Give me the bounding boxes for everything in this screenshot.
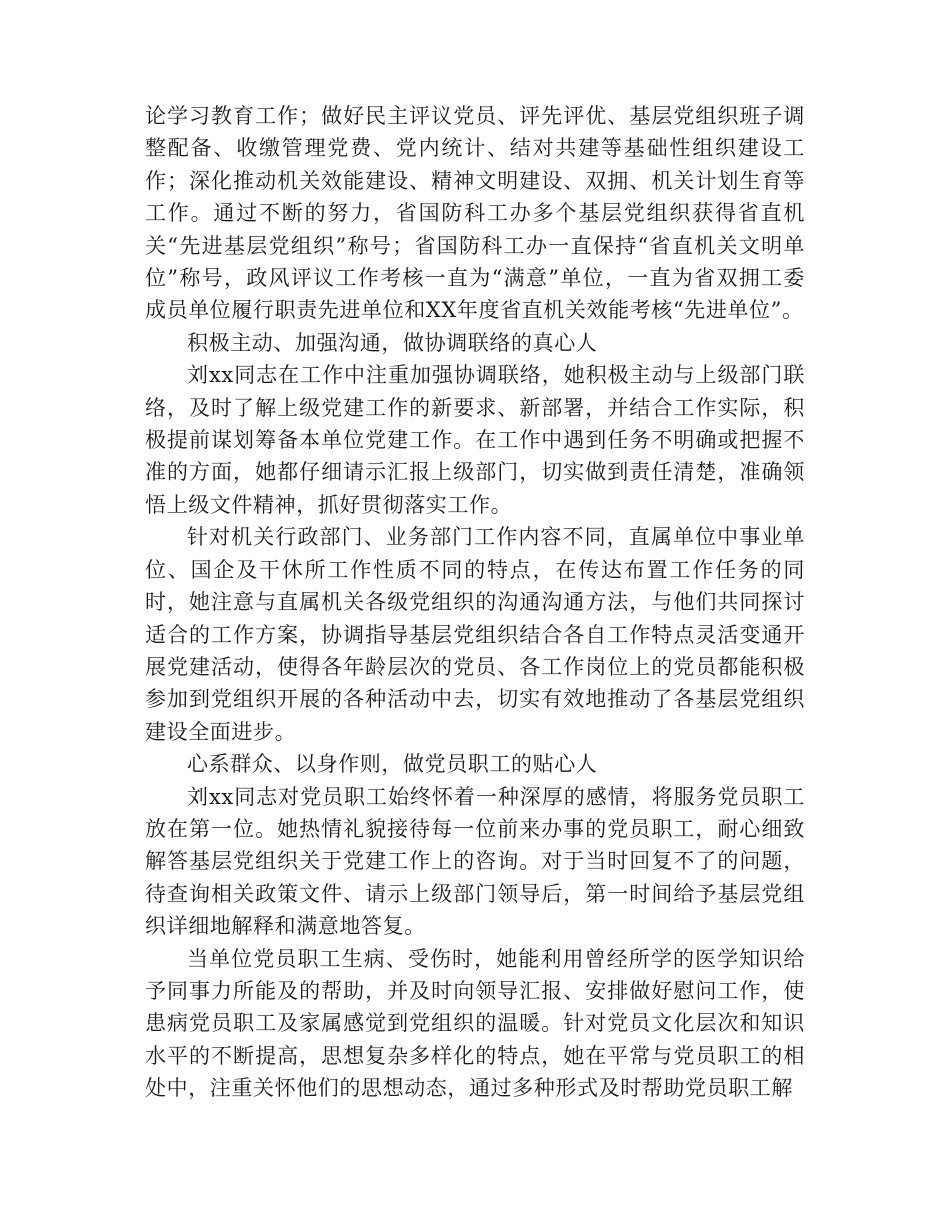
paragraph-care-2: 当单位党员职工生病、受伤时，她能利用曾经所学的医学知识给予同事力所能及的帮助，并及时向领导汇报、安排做好慰问工作，使患病党员职工及家属感觉到党组织的温暖。针对党员文化层次和知识水平的不断提高，思想复杂多样化的特点，她在平常与党员职工的相处中，注重关怀他们的思想动态，通过多种形式及时帮助党员职工解 bbox=[145, 946, 805, 1101]
section-heading-coordination: 积极主动、加强沟通，做协调联络的真心人 bbox=[187, 330, 598, 355]
document-page bbox=[145, 100, 805, 1105]
paragraph-coordination-2: 针对机关行政部门、业务部门工作内容不同，直属单位中事业单位、国企及干休所工作性质不同的特点，在传达布置工作任务的同时，她注意与直属机关各级党组织的沟通沟通方法，与他们共同探讨适合的工作方案，协调指导基层党组织结合各自工作特点灵活变通开展党建活动，使得各年龄层次的党员、各工作岗位上的党员都能积极参加到党组织开展的各种活动中去，切实有效地推动了各基层党组织建设全面进步。 bbox=[145, 525, 805, 744]
paragraph-coordination-1: 刘xx同志在工作中注重加强协调联络，她积极主动与上级部门联络，及时了解上级党建工作的新要求、新部署，并结合工作实际，积极提前谋划筹备本单位党建工作。在工作中遇到任务不明确或把握不准的方面，她都仔细请示汇报上级部门，切实做到责任清楚，准确领悟上级文件精神，抓好贯彻落实工作。 bbox=[145, 363, 805, 517]
paragraph-intro: 论学习教育工作；做好民主评议党员、评先评优、基层党组织班子调整配备、收缴管理党费、党内统计、结对共建等基础性组织建设工作；深化推动机关效能建设、精神文明建设、双拥、机关计划生育等工作。通过不断的努力，省国防科工办多个基层党组织获得省直机关“先进基层党组织”称号；省国防科工办一直保持“省直机关文明单位”称号，政风评议工作考核一直为“满意”单位，一直为省双拥工委成员单位履行职责先进单位和XX年度省直机关效能考核“先进单位”。 bbox=[145, 104, 805, 323]
paragraph-care-1: 刘xx同志对党员职工始终怀着一种深厚的感情，将服务党员职工放在第一位。她热情礼貌接待每一位前来办事的党员职工，耐心细致解答基层党组织关于党建工作上的咨询。对于当时回复不了的问题，待查询相关政策文件、请示上级部门领导后，第一时间给予基层党组织详细地解释和满意地答复。 bbox=[145, 784, 805, 939]
section-heading-care: 心系群众、以身作则，做党员职工的贴心人 bbox=[187, 752, 598, 777]
